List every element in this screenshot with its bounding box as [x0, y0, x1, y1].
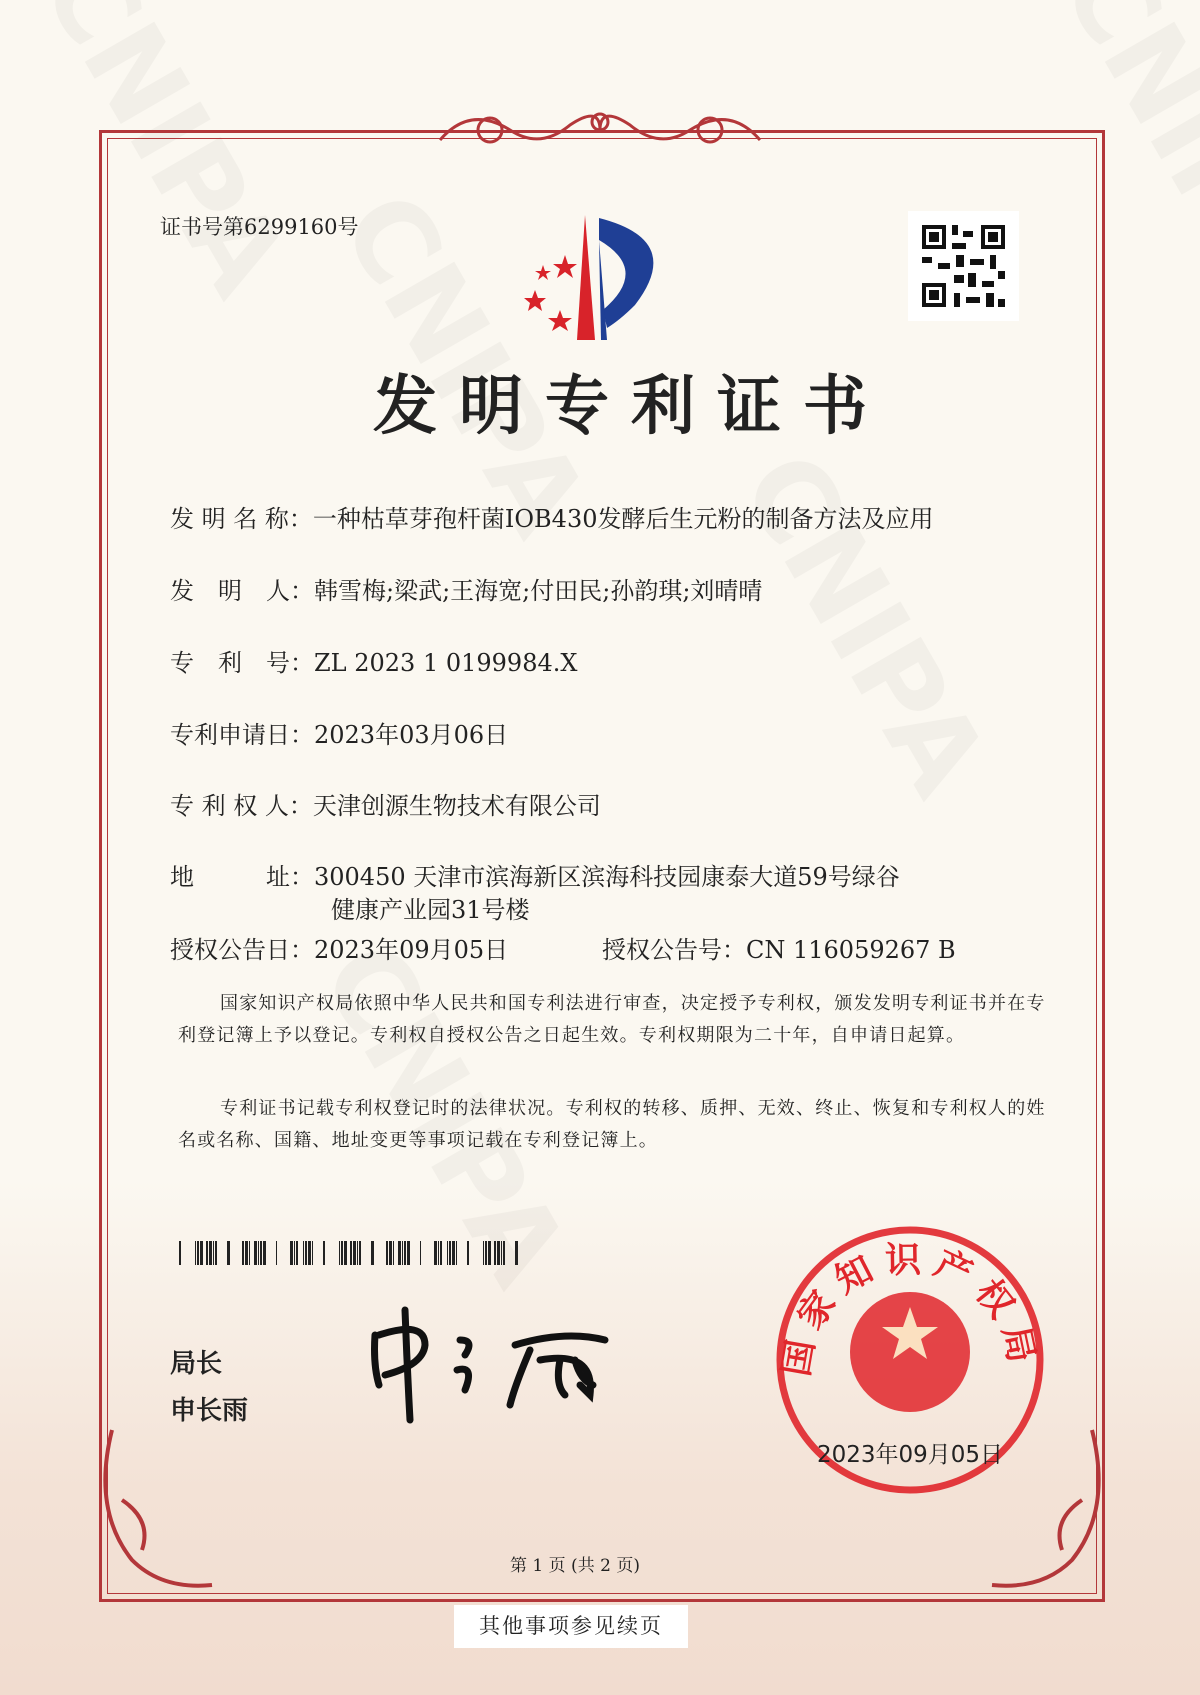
- barcode-bar: [290, 1241, 293, 1265]
- barcode-bar: [341, 1241, 343, 1265]
- barcode-bar: [245, 1241, 248, 1265]
- barcode-bar: [227, 1241, 230, 1265]
- field-address-line2: 健康产业园31号楼: [331, 896, 530, 924]
- top-ornament-icon: [430, 100, 770, 160]
- barcode-bar: [420, 1241, 421, 1265]
- barcode-bar: [449, 1241, 451, 1265]
- signatory-name: 申长雨: [170, 1396, 249, 1426]
- continuation-note: 其他事项参见续页: [454, 1605, 688, 1648]
- barcode-bar: [386, 1241, 388, 1265]
- barcode-bar: [276, 1241, 277, 1265]
- barcode-bar: [296, 1241, 298, 1265]
- barcode-bar: [404, 1241, 406, 1265]
- field-grant-number: 授权公告号：CN 116059267 B: [602, 936, 956, 964]
- barcode-bar: [254, 1241, 257, 1265]
- barcode-bar: [195, 1241, 196, 1265]
- barcode-bar: [371, 1241, 374, 1265]
- signature-icon: [365, 1305, 625, 1425]
- barcode-bar: [303, 1241, 304, 1265]
- barcode-bar: [402, 1241, 403, 1265]
- statement-paragraph: 国家知识产权局依照中华人民共和国专利法进行审查，决定授予专利权，颁发发明专利证书并在专利登记簿上予以登记。专利权自授权公告之日起生效。专利权期限为二十年，自申请日起算。: [178, 993, 1046, 1046]
- barcode: [173, 1241, 529, 1265]
- official-seal: [772, 1222, 1048, 1498]
- barcode-bar: [447, 1241, 448, 1265]
- qr-code: [908, 211, 1019, 321]
- barcode-bar: [258, 1241, 259, 1265]
- page-title: 发明专利证书: [373, 370, 889, 444]
- barcode-bar: [483, 1241, 484, 1265]
- barcode-bar: [488, 1241, 491, 1265]
- barcode-bar: [467, 1241, 469, 1265]
- barcode-bar: [197, 1241, 199, 1265]
- barcode-bar: [494, 1241, 496, 1265]
- statement-paragraph: 专利证书记载专利权登记时的法律状况。专利权的转移、质押、无效、终止、恢复和专利权人的姓名或名称、国籍、地址变更等事项记载在专利登记簿上。: [178, 1098, 1046, 1151]
- signatory-title: 局长: [170, 1349, 223, 1379]
- barcode-bar: [438, 1241, 439, 1265]
- barcode-bar: [215, 1241, 217, 1265]
- barcode-bar: [407, 1241, 410, 1265]
- barcode-bar: [200, 1241, 203, 1265]
- barcode-bar: [359, 1241, 361, 1265]
- barcode-bar: [350, 1241, 352, 1265]
- barcode-bar: [503, 1241, 505, 1265]
- barcode-bar: [339, 1241, 340, 1265]
- field-invention-name: 发 明 名 称：一种枯草芽孢杆菌IOB430发酵后生元粉的制备方法及应用: [170, 505, 934, 533]
- field-address: 地 址：300450 天津市滨海新区滨海科技园康泰大道59号绿谷: [170, 863, 900, 891]
- barcode-bar: [213, 1241, 214, 1265]
- barcode-bar: [357, 1241, 358, 1265]
- barcode-bar: [389, 1241, 392, 1265]
- barcode-bar: [209, 1241, 212, 1265]
- barcode-bar: [206, 1241, 208, 1265]
- barcode-bar: [323, 1241, 325, 1265]
- barcode-bar: [398, 1241, 401, 1265]
- barcode-bar: [308, 1241, 311, 1265]
- barcode-bar: [501, 1241, 502, 1265]
- seal-date: 2023年09月05日: [816, 1442, 1004, 1468]
- barcode-bar: [305, 1241, 307, 1265]
- barcode-bar: [485, 1241, 487, 1265]
- barcode-bar: [179, 1241, 181, 1265]
- field-patentee: 专 利 权 人：天津创源生物技术有限公司: [170, 792, 601, 820]
- certificate-number: 证书号第6299160号: [160, 215, 359, 239]
- barcode-bar: [452, 1241, 455, 1265]
- field-patent-number: 专 利 号：ZL 2023 1 0199984.X: [170, 649, 578, 677]
- field-application-date: 专利申请日：2023年03月06日: [170, 721, 509, 749]
- barcode-bar: [260, 1241, 262, 1265]
- barcode-bar: [344, 1241, 347, 1265]
- svg-text:国家知识产权局: 国家知识产权局: [776, 1239, 1044, 1380]
- barcode-bar: [263, 1241, 266, 1265]
- barcode-bar: [312, 1241, 313, 1265]
- barcode-bar: [249, 1241, 250, 1265]
- barcode-bar: [353, 1241, 356, 1265]
- barcode-bar: [440, 1241, 442, 1265]
- barcode-bar: [497, 1241, 500, 1265]
- field-inventors: 发 明 人：韩雪梅;梁武;王海宽;付田民;孙韵琪;刘晴晴: [170, 577, 763, 605]
- barcode-bar: [515, 1241, 518, 1265]
- barcode-bar: [393, 1241, 394, 1265]
- field-grant-date: 授权公告日：2023年09月05日: [170, 936, 509, 964]
- barcode-bar: [434, 1241, 437, 1265]
- barcode-bar: [294, 1241, 295, 1265]
- page-indicator: 第 1 页 (共 2 页): [510, 1556, 640, 1576]
- cnipa-logo-icon: [515, 210, 695, 345]
- barcode-bar: [456, 1241, 457, 1265]
- barcode-bar: [242, 1241, 244, 1265]
